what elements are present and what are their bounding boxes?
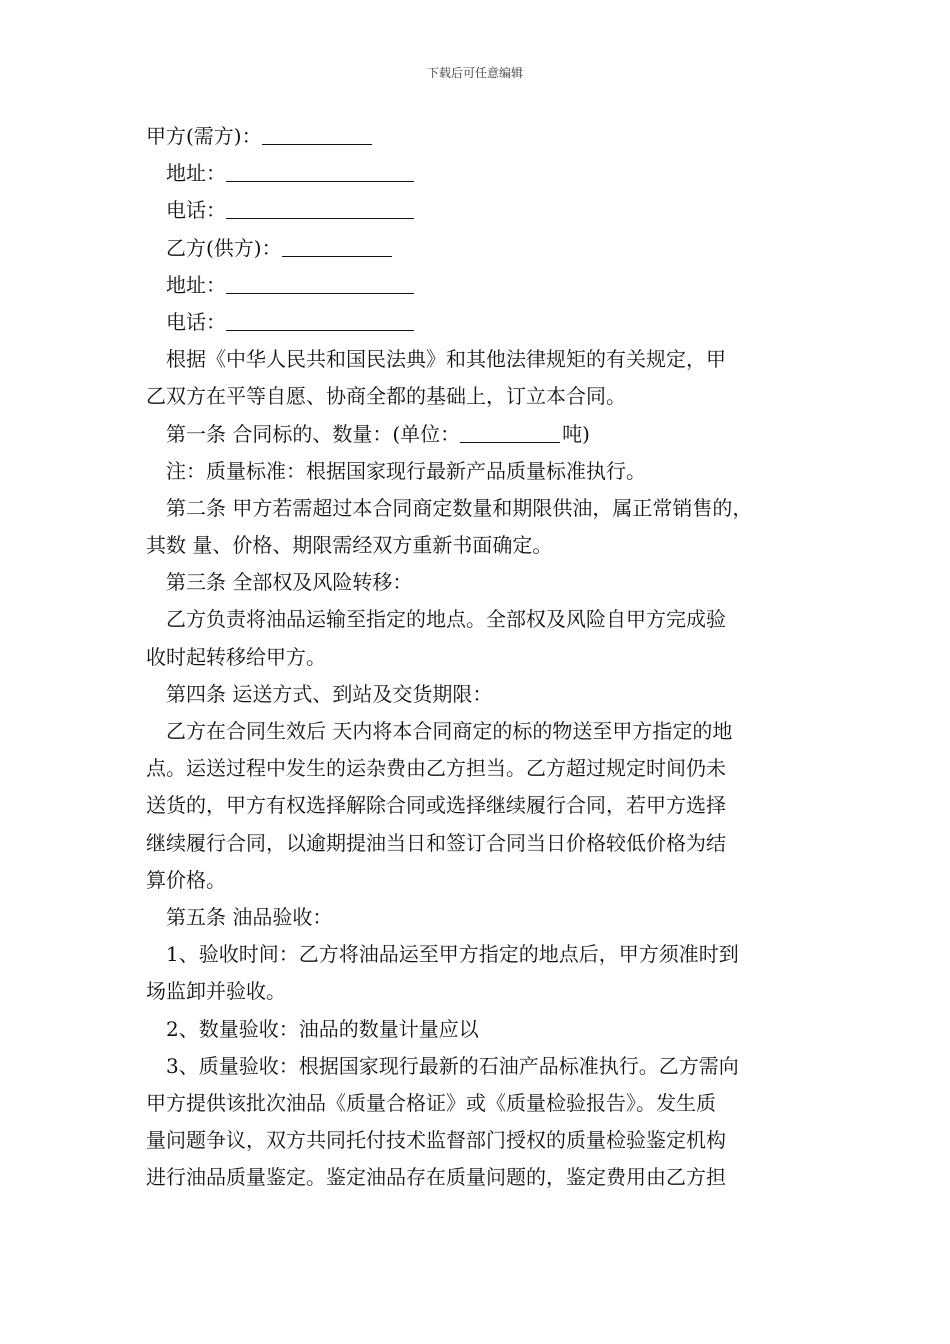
article-3-line-1: 乙方负责将油品运输至指定的地点。全部权及风险自甲方完成验: [166, 607, 726, 632]
article-5-item-1-line-2: 场监卸并验收。: [146, 979, 286, 1004]
party-a-phone-blank[interactable]: [226, 194, 414, 219]
party-b-phone-blank[interactable]: [226, 306, 414, 331]
article-5-heading: 第五条 油品验收：: [166, 904, 333, 929]
party-b-line: [146, 230, 816, 267]
party-b-address-label: 地址：: [166, 272, 226, 297]
article-2-line-1: 第二条 甲方若需超过本合同商定数量和期限供油，属正常销售的，: [166, 495, 753, 520]
article-3-line-2: 收时起转移给甲方。: [146, 644, 326, 669]
article-5-item-3-line-2: 甲方提供该批次油品《质量合格证》或《质量检验报告》。发生质: [146, 1090, 716, 1115]
article-4-line-5: 算价格。: [146, 867, 226, 892]
article-1-suffix: 吨): [562, 421, 590, 446]
contract-body: [146, 118, 816, 1196]
article-3-heading: 第三条 全部权及风险转移：: [166, 570, 413, 595]
quantity-blank[interactable]: [460, 418, 560, 443]
article-4-line-2: 点。运送过程中发生的运杂费由乙方担当。乙方超过规定时间仍未: [146, 756, 726, 781]
party-a-line: [146, 118, 816, 155]
intro-line-2: 乙双方在平等自愿、协商全都的基础上，订立本合同。: [146, 384, 626, 409]
party-a-blank[interactable]: [262, 120, 372, 145]
party-a-address-blank[interactable]: [226, 157, 414, 182]
party-b-address-blank[interactable]: [226, 269, 414, 294]
intro-line-1: 根据《中华人民共和国民法典》和其他法律规矩的有关规定，甲: [166, 347, 726, 372]
quality-note: 注：质量标准：根据国家现行最新产品质量标准执行。: [166, 458, 646, 483]
party-b-phone-label: 电话：: [166, 309, 226, 334]
article-4-line-4: 继续履行合同，以逾期提油当日和签订合同当日价格较低价格为结: [146, 830, 726, 855]
article-4-line-1: 乙方在合同生效后 天内将本合同商定的标的物送至甲方指定的地: [166, 719, 733, 743]
article-1-prefix: 第一条 合同标的、数量：(单位：: [166, 421, 461, 446]
page-header: 下载后可任意编辑: [426, 66, 523, 80]
party-b-label: 乙方(供方)：: [166, 235, 282, 260]
article-2-line-2: 其数 量、价格、期限需经双方重新书面确定。: [146, 533, 553, 558]
party-a-address-label: 地址：: [166, 161, 226, 186]
party-a-label: 甲方(需方)：: [146, 124, 262, 148]
party-b-phone-line: [146, 304, 816, 341]
article-4-heading: 第四条 运送方式、到站及交货期限：: [166, 681, 493, 706]
article-5-item-3-line-4: 进行油品质量鉴定。鉴定油品存在质量问题的，鉴定费用由乙方担: [146, 1165, 726, 1190]
article-4-line-3: 送货的，甲方有权选择解除合同或选择继续履行合同，若甲方选择: [146, 793, 726, 818]
article-5-item-3-line-1: 3、质量验收：根据国家现行最新的石油产品标准执行。乙方需向: [166, 1053, 739, 1078]
party-a-address-line: [146, 155, 816, 192]
article-5-item-1-line-1: 1、验收时间：乙方将油品运至甲方指定的地点后，甲方须准时到: [166, 942, 739, 967]
article-1-line: [146, 416, 816, 453]
party-b-blank[interactable]: [282, 232, 392, 257]
party-a-phone-label: 电话：: [166, 198, 226, 223]
party-a-phone-line: [146, 192, 816, 229]
article-5-item-3-line-3: 量问题争议，双方共同托付技术监督部门授权的质量检验鉴定机构: [146, 1128, 726, 1153]
party-b-address-line: [146, 267, 816, 304]
article-5-item-2: 2、数量验收：油品的数量计量应以: [166, 1016, 479, 1041]
